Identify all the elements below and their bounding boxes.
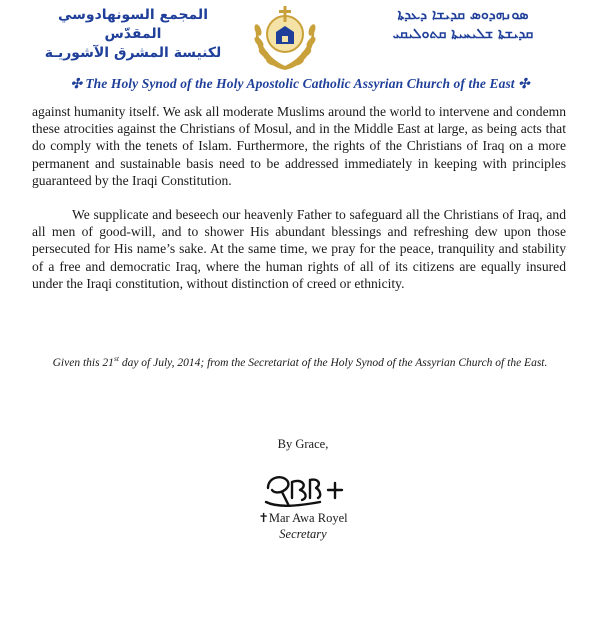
syriac-title — [348, 6, 578, 44]
signer-name-line — [223, 510, 383, 526]
signature-icon — [258, 468, 354, 510]
closing-salutation: By Grace, — [277, 437, 329, 451]
body-paragraph-1: against humanity itself. We ask all moderate Muslims around the world to intervene and condemn these atrocities against the Christians of Mosul, and in the Middle East at large, as being acts that do comply with the tenets of Islam. Furthermore, the rights of the Christians of Iraq on a more permanent and sustainable basis need to be addressed immediately in keeping with principles guaranteed by the Iraqi Constitution. — [32, 104, 566, 188]
arabic-title-line-1: المجمع السونهادوسي المقدّس — [57, 7, 208, 42]
letter-body — [32, 103, 566, 292]
signer-name: Mar Awa Royel — [268, 511, 348, 525]
syriac-title-line-2: ܩܕܝܫܬܐ ܫܠܝܚܝܬܐ ܩܬܘܠܝܩܝ — [392, 26, 534, 42]
arabic-title-line-2: لكنيسة المشرق الآشوريـة — [44, 45, 222, 61]
letterhead — [0, 0, 600, 100]
syriac-title-line-1: ܣܘܢܗܕܘܣ ܩܕܝܫܐ ܕܥܕܬܐ — [397, 7, 529, 23]
body-paragraph-2: We supplicate and beseech our heavenly Father to safeguard all the Christians of Iraq, and all men of good-will, and to shower His abundant blessings and refreshing dew upon those persecuted for His name’s sake. At the same time, we pray for the peace, tranquility and stability of a free and democratic Iraq, where the human rights of all of its citizens are equally insured under the Iraqi constitution, without distinction of creed or ethnicity. — [32, 207, 566, 291]
given-date-line — [0, 354, 600, 369]
given-prefix: Given this 21 — [52, 356, 114, 369]
synod-name: ✣ The Holy Synod of the Holy Apostolic Catholic Assyrian Church of the East ✣ — [70, 76, 530, 91]
signer-title: Secretary — [279, 527, 327, 541]
given-ordinal: st — [113, 354, 119, 363]
given-suffix: day of July, 2014; from the Secretariat of the Holy Synod of the Assyrian Church of the East. — [118, 356, 548, 369]
cross-icon: ✝ — [258, 511, 269, 525]
church-emblem-icon — [246, 0, 324, 74]
signer-block — [223, 510, 383, 542]
arabic-title — [38, 6, 228, 63]
